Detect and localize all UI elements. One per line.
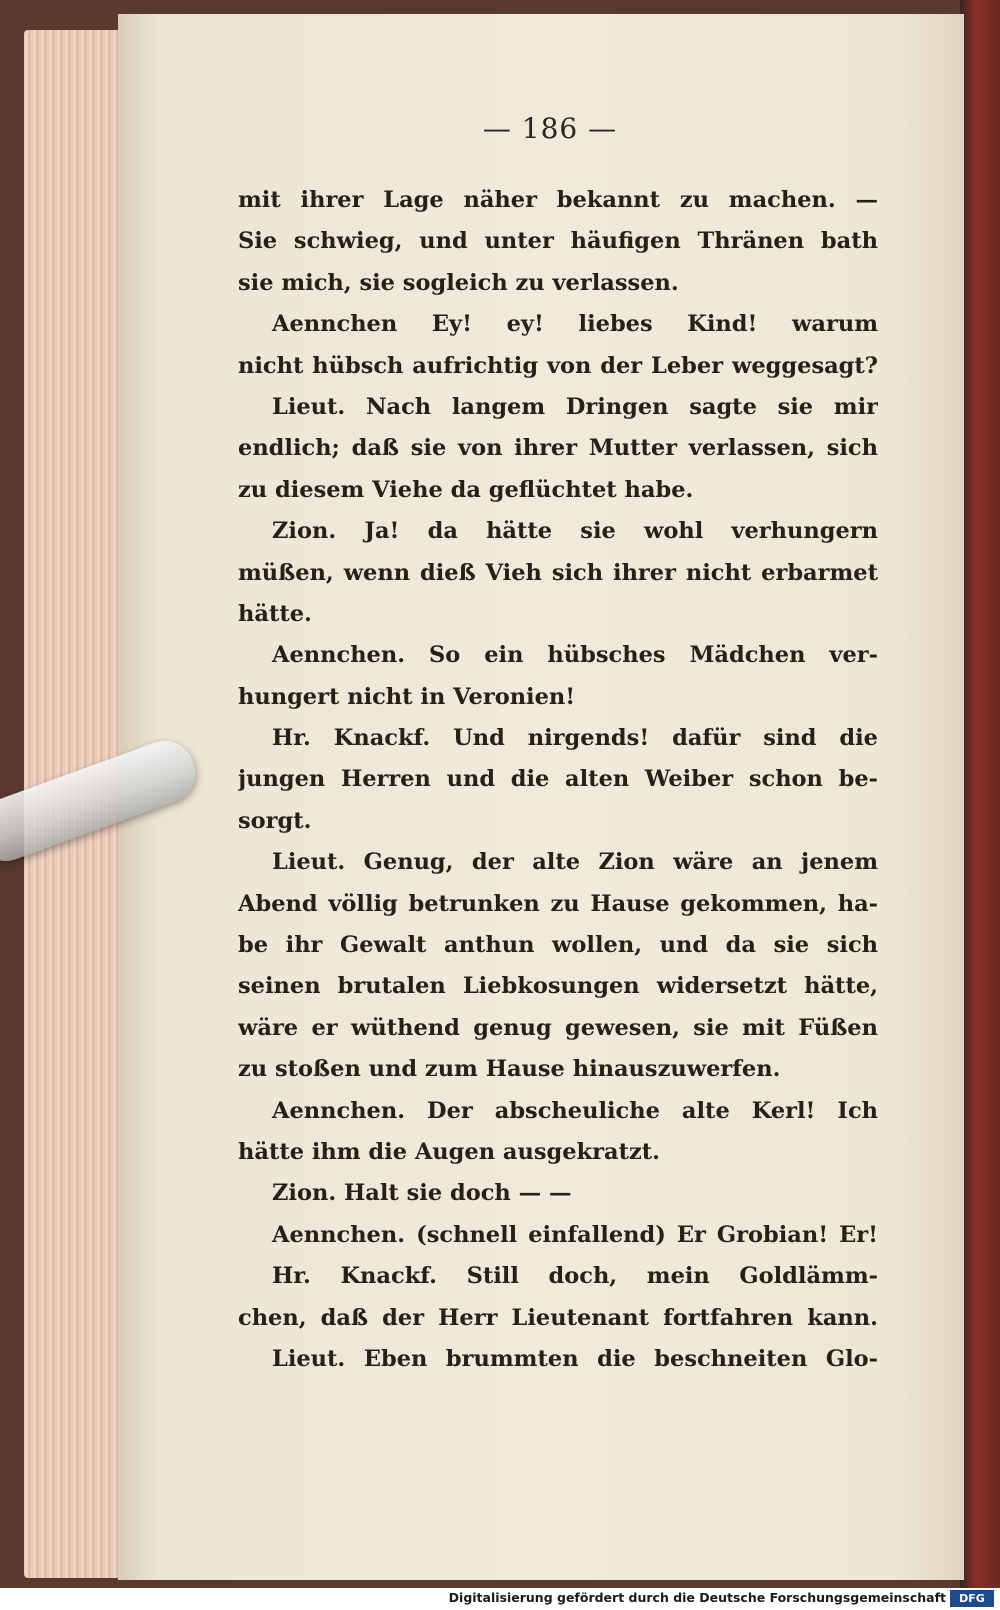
text-line: seinen brutalen Liebkosungen widersetzt hätte, [238, 973, 878, 1000]
text-line: Sie schwieg, und unter häufigen Thränen bath [238, 228, 878, 255]
book-cover-edge [960, 0, 1000, 1588]
text-line: wäre er wüthend genug gewesen, sie mit Füßen [238, 1014, 878, 1041]
text-line: endlich; daß sie von ihrer Mutter verlassen, sich [238, 435, 878, 462]
text-line: hungert nicht in Veronien! [238, 683, 576, 710]
text-line: chen, daß der Herr Lieutenant fortfahren kann. [238, 1304, 878, 1331]
text-line: hätte ihm die Augen ausgekratzt. [238, 1138, 660, 1165]
text-line: Aennchen. So ein hübsches Mädchen ver- [272, 642, 878, 669]
text-line: sorgt. [238, 807, 312, 834]
text-line: zu stoßen und zum Hause hinauszuwerfen. [238, 1056, 781, 1083]
text-line: Aennchen Ey! ey! liebes Kind! warum [272, 311, 878, 338]
text-line: Zion. Ja! da hätte sie wohl verhungern [272, 518, 878, 545]
text-line: zu diesem Viehe da geflüchtet habe. [238, 476, 694, 503]
text-line: Aennchen. (schnell einfallend) Er Grobian! Er! [272, 1221, 878, 1248]
text-line: müßen, wenn dieß Vieh sich ihrer nicht erbarmet [238, 559, 878, 586]
page-number-header: — 186 — [482, 112, 618, 145]
text-line: Hr. Knackf. Und nirgends! dafür sind die [272, 725, 878, 752]
text-line: sie mich, sie sogleich zu verlassen. [238, 269, 679, 296]
text-line: Hr. Knackf. Still doch, mein Goldlämm- [272, 1263, 878, 1290]
digitization-footer [0, 1588, 1000, 1610]
text-line: Lieut. Nach langem Dringen sagte sie mir [272, 393, 878, 420]
text-line: nicht hübsch aufrichtig von der Leber weggesagt? [238, 352, 878, 379]
text-line: hätte. [238, 600, 312, 627]
text-line: Lieut. Genug, der alte Zion wäre an jenem [272, 849, 878, 876]
text-line: Zion. Halt sie doch — — [272, 1180, 572, 1207]
text-line: mit ihrer Lage näher bekannt zu machen. — [238, 187, 878, 213]
dfg-logo: DFG [950, 1590, 994, 1607]
text-line: Lieut. Eben brummten die beschneiten Glo- [272, 1345, 878, 1372]
page-text-block [238, 180, 878, 1380]
footer-credit: Digitalisierung gefördert durch die Deutsche Forschungsgemeinschaft [448, 1590, 946, 1605]
text-line: be ihr Gewalt anthun wollen, und da sie sich [238, 932, 878, 959]
text-line: jungen Herren und die alten Weiber schon be- [238, 766, 878, 793]
text-line: Abend völlig betrunken zu Hause gekommen, ha- [238, 890, 878, 917]
text-line: Aennchen. Der abscheuliche alte Kerl! Ich [272, 1097, 878, 1124]
